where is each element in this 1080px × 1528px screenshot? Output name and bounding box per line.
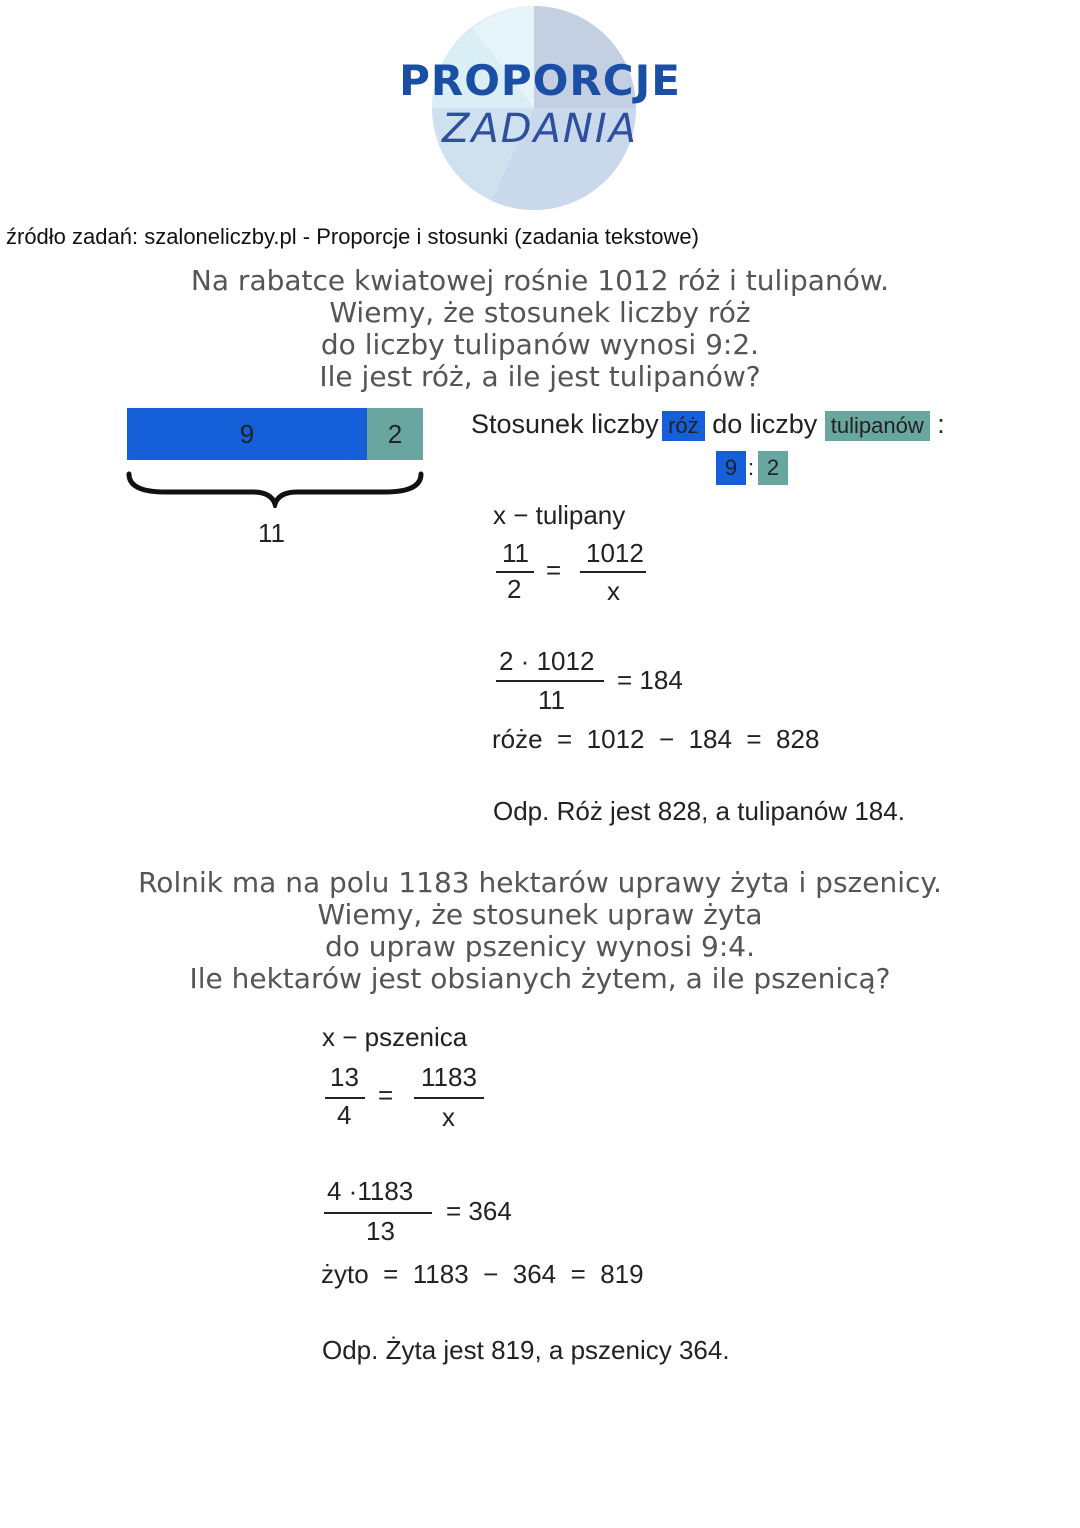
- task2-line: Ile hektarów jest obsianych żytem, a ile pszenicą?: [189, 962, 891, 995]
- prop1-den2: x: [607, 576, 620, 606]
- task1-remaining: róże = 1012 − 184 = 828: [492, 724, 820, 754]
- ratio-sentence: [471, 408, 945, 441]
- prop1-num2: 1012: [586, 538, 644, 568]
- calc1-line: [496, 680, 604, 682]
- prop1-eq: =: [546, 555, 562, 585]
- curly-brace: [125, 468, 425, 508]
- ratio-prefix: Stosunek liczby: [471, 409, 659, 439]
- task2-variable: x − pszenica: [322, 1022, 468, 1052]
- ratio-b: 2: [758, 451, 788, 485]
- calc1-result: = 184: [617, 665, 683, 695]
- task1-line: Na rabatce kwiatowej rośnie 1012 róż i tulipanów.: [190, 264, 890, 297]
- prop1-num1: 11: [502, 538, 529, 568]
- task1-text: [0, 265, 1080, 393]
- prop1-den1: 2: [507, 574, 522, 604]
- prop1-line1: [496, 571, 534, 573]
- ratio-sep: :: [748, 455, 755, 480]
- task2-line: do upraw pszenicy wynosi 9:4.: [324, 930, 756, 963]
- source-note: źródło zadań: szaloneliczby.pl - Proporcje i stosunki (zadania tekstowe): [6, 224, 699, 249]
- bar-total: 11: [258, 518, 285, 548]
- prop2-line2: [414, 1097, 484, 1099]
- chip-tulips: tulipanów: [825, 411, 930, 441]
- ratio-middle: do liczby: [712, 409, 818, 439]
- bar-roses: 9: [127, 408, 367, 460]
- task1-line: do liczby tulipanów wynosi 9:2.: [320, 328, 760, 361]
- calc2-num: 4 ·1183: [327, 1176, 414, 1206]
- ratio-suffix: :: [937, 409, 945, 439]
- task2-line: Wiemy, że stosunek upraw żyta: [317, 898, 763, 931]
- chip-roses: róż: [662, 411, 705, 441]
- task1-answer: Odp. Róż jest 828, a tulipanów 184.: [493, 796, 905, 826]
- task2-text: [0, 867, 1080, 995]
- task1-variable: x − tulipany: [493, 500, 626, 530]
- page-title: PROPORCJE: [399, 56, 681, 105]
- prop2-line1: [325, 1097, 365, 1099]
- task2-remaining: żyto = 1183 − 364 = 819: [321, 1259, 644, 1289]
- task1-line: Ile jest róż, a ile jest tulipanów?: [319, 360, 761, 393]
- ratio-a: 9: [716, 451, 746, 485]
- bar-tulips: 2: [367, 408, 423, 460]
- prop1-line2: [580, 571, 646, 573]
- task2-answer: Odp. Żyta jest 819, a pszenicy 364.: [322, 1335, 730, 1365]
- prop2-num1: 13: [330, 1062, 359, 1092]
- task1-line: Wiemy, że stosunek liczby róż: [329, 296, 751, 329]
- prop2-den1: 4: [337, 1100, 352, 1130]
- task2-line: Rolnik ma na polu 1183 hektarów uprawy żyta i pszenicy.: [138, 866, 942, 899]
- calc1-num: 2 · 1012: [499, 646, 595, 676]
- calc2-line: [324, 1212, 432, 1214]
- page-subtitle: ZADANIA: [441, 106, 638, 152]
- calc2-den: 13: [366, 1216, 395, 1246]
- calc1-den: 11: [538, 685, 565, 715]
- prop2-num2: 1183: [421, 1062, 477, 1092]
- prop2-eq: =: [378, 1080, 394, 1110]
- prop2-den2: x: [442, 1102, 455, 1132]
- calc2-result: = 364: [446, 1196, 512, 1226]
